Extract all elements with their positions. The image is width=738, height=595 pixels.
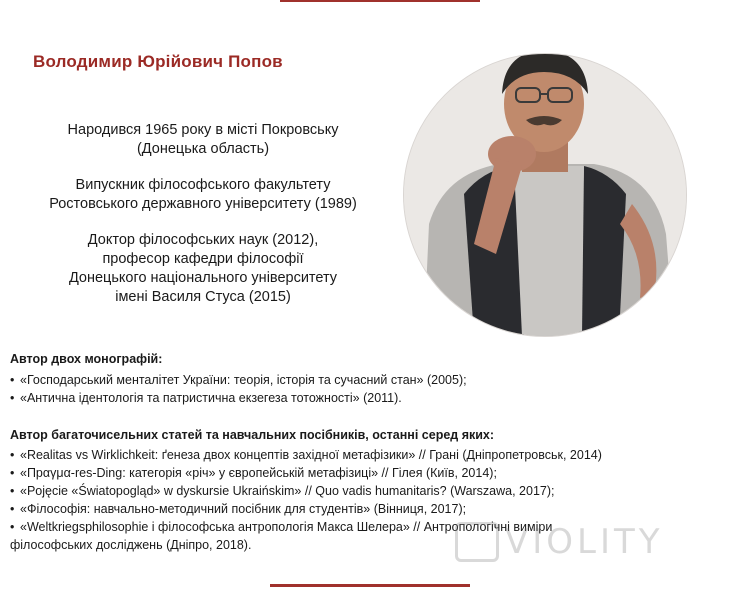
- biography: [12, 121, 394, 324]
- bullet: •: [10, 502, 15, 516]
- top-accent-rule: [280, 0, 480, 2]
- bio-line: імені Василя Стуса (2015): [115, 289, 291, 305]
- list-item-text: філософських досліджень (Дніпро, 2018).: [10, 538, 252, 552]
- monographs-list: [10, 371, 467, 407]
- list-item: [10, 500, 602, 518]
- list-item: [10, 389, 467, 407]
- bottom-accent-rule: [270, 584, 470, 587]
- list-item: [10, 446, 602, 464]
- articles-heading: Автор багаточисельних статей та навчальних посібників, останні серед яких:: [10, 428, 495, 442]
- bullet: •: [10, 391, 15, 405]
- portrait-illustration: [404, 54, 686, 336]
- portrait-photo: [403, 53, 687, 337]
- list-item: [10, 371, 467, 389]
- bio-line: Випускник філософського факультету: [75, 177, 331, 193]
- bio-birth: [12, 121, 394, 159]
- list-item: [10, 464, 602, 482]
- list-item-text: «Realitas vs Wirklichkeit: ґенеза двох концептів західної метафізики» // Грані (Дніпропетровськ, 2014): [20, 448, 602, 462]
- watermark-logo-icon: [455, 522, 499, 562]
- bio-line: Доктор філософських наук (2012),: [87, 232, 319, 248]
- bullet: •: [10, 448, 15, 462]
- watermark-text: VIOLITY: [505, 522, 664, 562]
- list-item-text: «Pojęcie «Światopogląd» w dyskursie Ukraińskim» // Quo vadis humanitaris? (Warszawa, 2017);: [20, 484, 555, 498]
- list-item-text: «Філософія: навчально-методичний посібник для студентів» (Вінниця, 2017);: [20, 502, 467, 516]
- bio-line: Ростовського державного університету (1989): [49, 196, 357, 212]
- bullet: •: [10, 484, 15, 498]
- list-item-text: «Прαγμα-res-Ding: категорія «річ» у європейській метафізиці» // Гілея (Київ, 2014);: [20, 466, 497, 480]
- bio-line: (Донецька область): [136, 141, 270, 157]
- bio-line: Донецького національного університету: [68, 270, 338, 286]
- person-name: Володимир Юрійович Попов: [33, 52, 283, 71]
- list-item: [10, 482, 602, 500]
- bio-line: Народився 1965 року в місті Покровську: [67, 122, 339, 138]
- bio-line: професор кафедри філософії: [102, 251, 304, 267]
- list-item-text: «Господарський менталітет України: теорія, історія та сучасний стан» (2005);: [20, 373, 467, 387]
- bio-degree: [12, 231, 394, 307]
- list-item-text: «Антична ідентологія та патристична екзегеза тотожності» (2011).: [20, 391, 402, 405]
- bio-education: [12, 176, 394, 214]
- watermark: [455, 522, 664, 564]
- bullet: •: [10, 520, 15, 534]
- monographs-heading: Автор двох монографій:: [10, 352, 163, 366]
- bullet: •: [10, 373, 15, 387]
- bullet: •: [10, 466, 15, 480]
- list-item-text: «Weltkriegsphilosophie і філософська антропологія Макса Шелера» // Антропологічні виміри: [20, 520, 553, 534]
